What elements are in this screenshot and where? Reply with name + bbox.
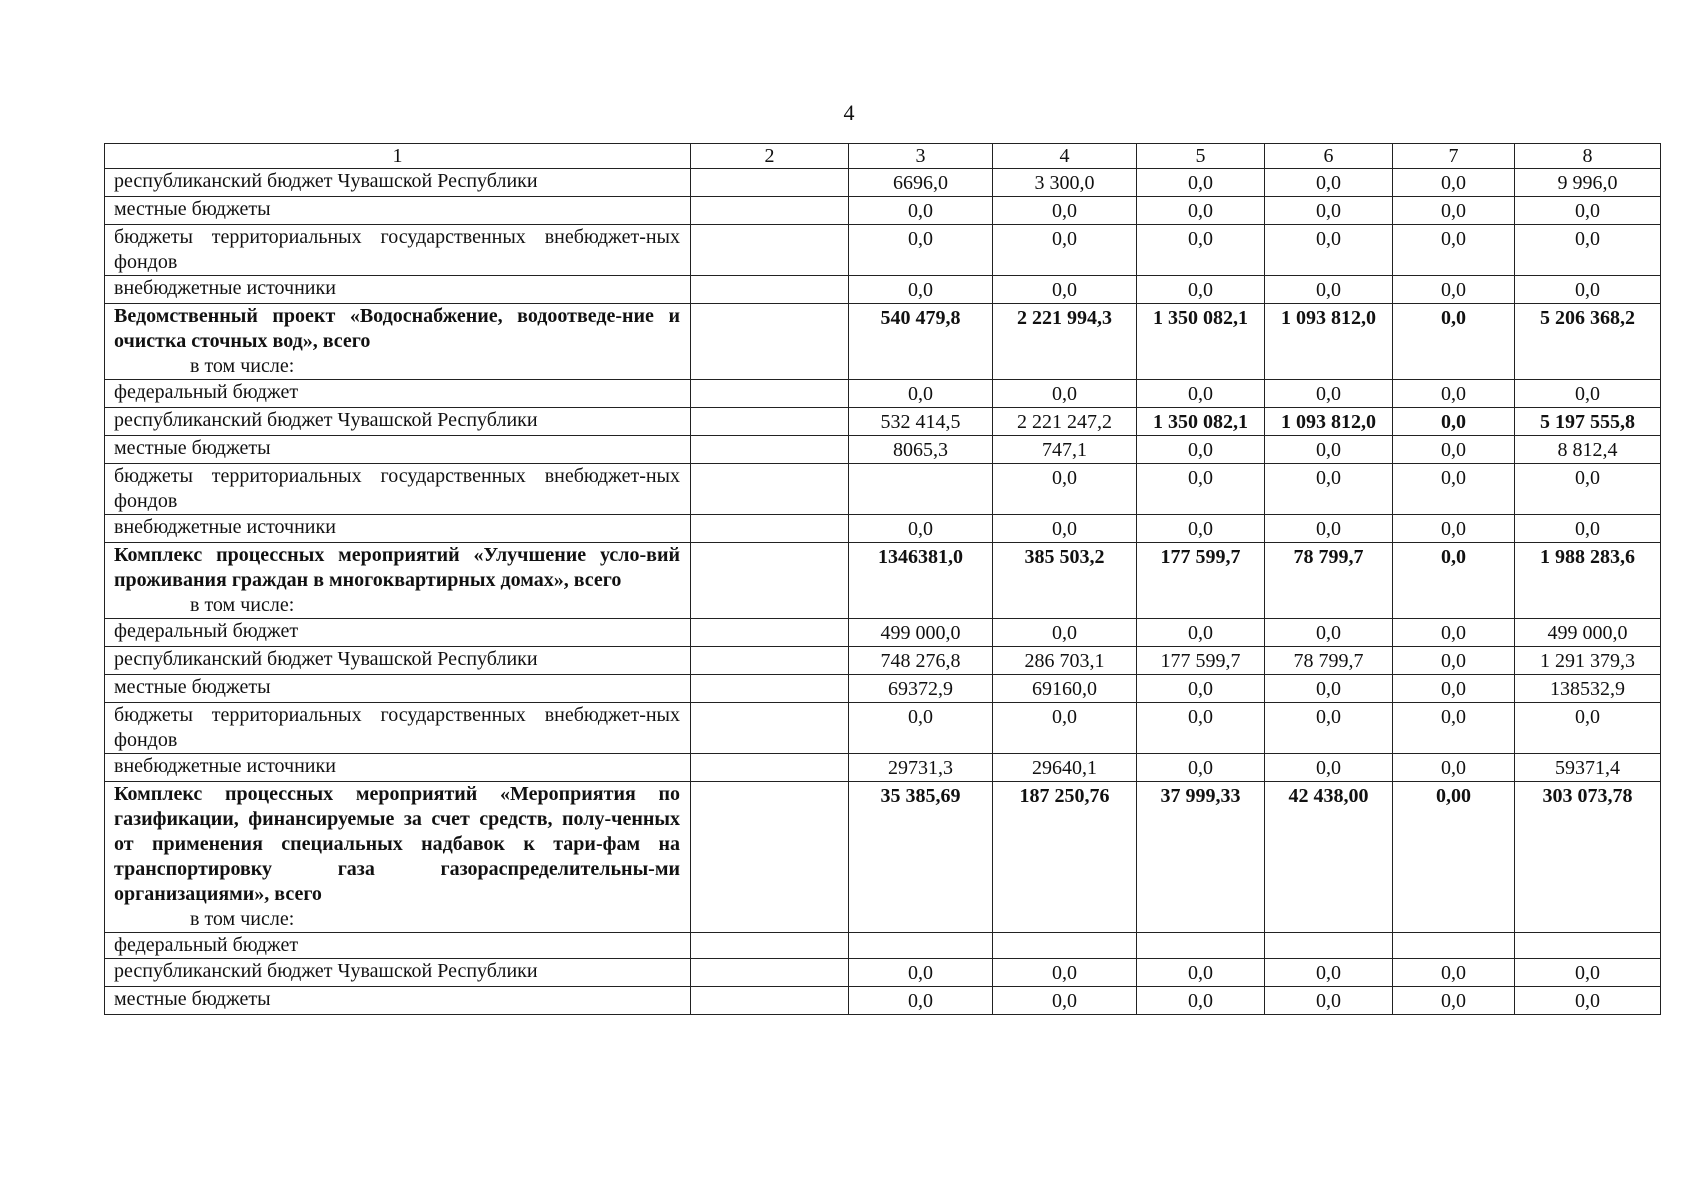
value-cell: 6696,0 bbox=[849, 169, 993, 197]
header-cell: 3 bbox=[849, 144, 993, 169]
column-2-cell bbox=[691, 436, 849, 464]
value-cell: 35 385,69 bbox=[849, 782, 993, 933]
row-name: местные бюджеты bbox=[114, 198, 271, 220]
table-row bbox=[105, 169, 1661, 197]
row-name-cell bbox=[105, 515, 691, 543]
table-row bbox=[105, 959, 1661, 987]
row-name-cell bbox=[105, 987, 691, 1015]
value-cell: 0,0 bbox=[1137, 959, 1265, 987]
table-row bbox=[105, 464, 1661, 515]
value-cell: 0,0 bbox=[849, 276, 993, 304]
table-row bbox=[105, 197, 1661, 225]
column-2-cell bbox=[691, 647, 849, 675]
section-total-row bbox=[105, 543, 1661, 619]
value-cell bbox=[849, 933, 993, 959]
value-cell: 187 250,76 bbox=[993, 782, 1137, 933]
value-cell: 0,0 bbox=[1265, 515, 1393, 543]
column-2-cell bbox=[691, 703, 849, 754]
header-cell: 7 bbox=[1393, 144, 1515, 169]
value-cell: 0,0 bbox=[1137, 703, 1265, 754]
value-cell: 0,0 bbox=[849, 380, 993, 408]
value-cell: 0,0 bbox=[1137, 754, 1265, 782]
value-cell: 0,0 bbox=[1137, 380, 1265, 408]
value-cell: 0,0 bbox=[1393, 515, 1515, 543]
column-2-cell bbox=[691, 959, 849, 987]
value-cell: 138532,9 bbox=[1515, 675, 1661, 703]
table-row bbox=[105, 754, 1661, 782]
value-cell: 0,0 bbox=[1265, 987, 1393, 1015]
header-cell: 4 bbox=[993, 144, 1137, 169]
column-2-cell bbox=[691, 782, 849, 933]
value-cell: 1 350 082,1 bbox=[1137, 408, 1265, 436]
row-name-cell bbox=[105, 436, 691, 464]
value-cell: 29731,3 bbox=[849, 754, 993, 782]
value-cell: 0,0 bbox=[993, 197, 1137, 225]
including-label: в том числе: bbox=[190, 355, 295, 377]
value-cell bbox=[1137, 933, 1265, 959]
header-cell: 6 bbox=[1265, 144, 1393, 169]
page-number: 4 bbox=[843, 100, 855, 125]
value-cell bbox=[1515, 933, 1661, 959]
value-cell: 8 812,4 bbox=[1515, 436, 1661, 464]
table-row bbox=[105, 436, 1661, 464]
column-2-cell bbox=[691, 276, 849, 304]
column-2-cell bbox=[691, 933, 849, 959]
row-name: внебюджетные источники bbox=[114, 755, 336, 777]
row-name-cell bbox=[105, 276, 691, 304]
row-name: бюджеты территориальных государственных внебюджет-ных фондов bbox=[114, 226, 680, 273]
value-cell: 0,0 bbox=[1393, 647, 1515, 675]
value-cell: 0,0 bbox=[1137, 197, 1265, 225]
column-2-cell bbox=[691, 225, 849, 276]
column-2-cell bbox=[691, 408, 849, 436]
row-name: Ведомственный проект «Водоснабжение, водоотведе-ние и очистка сточных вод», всего bbox=[114, 305, 680, 352]
column-2-cell bbox=[691, 619, 849, 647]
value-cell: 0,0 bbox=[993, 987, 1137, 1015]
row-name: федеральный бюджет bbox=[114, 381, 299, 403]
value-cell: 2 221 994,3 bbox=[993, 304, 1137, 380]
column-2-cell bbox=[691, 197, 849, 225]
row-name-cell bbox=[105, 782, 691, 933]
value-cell: 0,0 bbox=[993, 515, 1137, 543]
value-cell: 0,0 bbox=[1137, 276, 1265, 304]
value-cell: 0,0 bbox=[993, 276, 1137, 304]
value-cell: 0,0 bbox=[993, 464, 1137, 515]
value-cell: 0,0 bbox=[1393, 169, 1515, 197]
value-cell: 0,0 bbox=[1515, 380, 1661, 408]
value-cell: 78 799,7 bbox=[1265, 543, 1393, 619]
row-name: республиканский бюджет Чувашской Республики bbox=[114, 960, 538, 982]
value-cell: 0,0 bbox=[1137, 619, 1265, 647]
value-cell: 0,0 bbox=[1265, 754, 1393, 782]
value-cell: 29640,1 bbox=[993, 754, 1137, 782]
value-cell: 177 599,7 bbox=[1137, 647, 1265, 675]
value-cell: 0,0 bbox=[1265, 197, 1393, 225]
value-cell: 1 093 812,0 bbox=[1265, 408, 1393, 436]
value-cell: 0,0 bbox=[1265, 703, 1393, 754]
value-cell: 532 414,5 bbox=[849, 408, 993, 436]
value-cell: 0,0 bbox=[1265, 619, 1393, 647]
row-name-cell bbox=[105, 619, 691, 647]
value-cell: 9 996,0 bbox=[1515, 169, 1661, 197]
row-name: республиканский бюджет Чувашской Республики bbox=[114, 648, 538, 670]
value-cell: 69372,9 bbox=[849, 675, 993, 703]
including-label: в том числе: bbox=[190, 908, 295, 930]
value-cell: 1 093 812,0 bbox=[1265, 304, 1393, 380]
row-name-cell bbox=[105, 408, 691, 436]
row-name: Комплекс процессных мероприятий «Мероприятия по газификации, финансируемые за счет средств, полу-ченных от применения специальных надбавок к тари-фам на транспортировку газа газораспределительны-ми организациями», всего bbox=[114, 783, 680, 905]
value-cell: 1 291 379,3 bbox=[1515, 647, 1661, 675]
column-2-cell bbox=[691, 169, 849, 197]
value-cell: 0,0 bbox=[1393, 959, 1515, 987]
value-cell: 0,0 bbox=[993, 619, 1137, 647]
row-name: местные бюджеты bbox=[114, 437, 271, 459]
section-total-row bbox=[105, 782, 1661, 933]
table-row bbox=[105, 987, 1661, 1015]
value-cell: 37 999,33 bbox=[1137, 782, 1265, 933]
value-cell: 0,0 bbox=[1137, 515, 1265, 543]
value-cell: 0,0 bbox=[993, 380, 1137, 408]
row-name: местные бюджеты bbox=[114, 676, 271, 698]
value-cell: 286 703,1 bbox=[993, 647, 1137, 675]
table-row bbox=[105, 380, 1661, 408]
table-row bbox=[105, 408, 1661, 436]
row-name-cell bbox=[105, 304, 691, 380]
row-name: федеральный бюджет bbox=[114, 620, 299, 642]
table-row bbox=[105, 515, 1661, 543]
value-cell: 5 197 555,8 bbox=[1515, 408, 1661, 436]
value-cell: 0,0 bbox=[1137, 436, 1265, 464]
value-cell: 0,0 bbox=[1393, 225, 1515, 276]
value-cell: 78 799,7 bbox=[1265, 647, 1393, 675]
value-cell: 0,0 bbox=[1393, 304, 1515, 380]
value-cell: 0,0 bbox=[1393, 380, 1515, 408]
header-cell: 2 bbox=[691, 144, 849, 169]
value-cell: 0,0 bbox=[1393, 675, 1515, 703]
value-cell: 0,0 bbox=[1515, 276, 1661, 304]
value-cell bbox=[849, 464, 993, 515]
value-cell: 0,0 bbox=[1265, 225, 1393, 276]
value-cell: 0,0 bbox=[1393, 619, 1515, 647]
value-cell: 0,0 bbox=[1393, 408, 1515, 436]
row-name-cell bbox=[105, 675, 691, 703]
value-cell bbox=[993, 933, 1137, 959]
value-cell: 499 000,0 bbox=[1515, 619, 1661, 647]
row-name-cell bbox=[105, 464, 691, 515]
value-cell bbox=[1265, 933, 1393, 959]
value-cell: 0,0 bbox=[849, 959, 993, 987]
row-name: республиканский бюджет Чувашской Республики bbox=[114, 170, 538, 192]
value-cell: 0,0 bbox=[993, 703, 1137, 754]
header-cell: 5 bbox=[1137, 144, 1265, 169]
value-cell: 385 503,2 bbox=[993, 543, 1137, 619]
header-cell: 1 bbox=[105, 144, 691, 169]
value-cell: 0,0 bbox=[849, 987, 993, 1015]
row-name-cell bbox=[105, 959, 691, 987]
budget-table bbox=[104, 143, 1661, 1015]
value-cell: 748 276,8 bbox=[849, 647, 993, 675]
value-cell: 0,0 bbox=[1393, 197, 1515, 225]
value-cell: 0,0 bbox=[1515, 197, 1661, 225]
value-cell: 0,0 bbox=[1393, 703, 1515, 754]
value-cell: 5 206 368,2 bbox=[1515, 304, 1661, 380]
value-cell: 0,0 bbox=[1393, 543, 1515, 619]
section-total-row bbox=[105, 304, 1661, 380]
row-name-cell bbox=[105, 703, 691, 754]
row-name: Комплекс процессных мероприятий «Улучшение усло-вий проживания граждан в многоквартирных домах», всего bbox=[114, 544, 680, 591]
value-cell: 0,0 bbox=[993, 225, 1137, 276]
table-row bbox=[105, 647, 1661, 675]
value-cell: 0,0 bbox=[849, 197, 993, 225]
value-cell: 0,0 bbox=[1515, 703, 1661, 754]
table-row bbox=[105, 225, 1661, 276]
table-row bbox=[105, 703, 1661, 754]
table-row bbox=[105, 276, 1661, 304]
row-name-cell bbox=[105, 197, 691, 225]
value-cell: 0,00 bbox=[1393, 782, 1515, 933]
value-cell: 42 438,00 bbox=[1265, 782, 1393, 933]
row-name-cell bbox=[105, 754, 691, 782]
column-2-cell bbox=[691, 543, 849, 619]
value-cell: 0,0 bbox=[1393, 276, 1515, 304]
table-row bbox=[105, 675, 1661, 703]
value-cell: 0,0 bbox=[1265, 959, 1393, 987]
row-name: внебюджетные источники bbox=[114, 516, 336, 538]
value-cell: 0,0 bbox=[1265, 464, 1393, 515]
value-cell: 0,0 bbox=[1265, 675, 1393, 703]
value-cell: 747,1 bbox=[993, 436, 1137, 464]
value-cell: 2 221 247,2 bbox=[993, 408, 1137, 436]
row-name-cell bbox=[105, 225, 691, 276]
column-2-cell bbox=[691, 380, 849, 408]
column-2-cell bbox=[691, 515, 849, 543]
column-2-cell bbox=[691, 987, 849, 1015]
row-name: местные бюджеты bbox=[114, 988, 271, 1010]
row-name-cell bbox=[105, 933, 691, 959]
value-cell: 0,0 bbox=[1137, 225, 1265, 276]
value-cell: 0,0 bbox=[849, 703, 993, 754]
column-2-cell bbox=[691, 754, 849, 782]
value-cell: 0,0 bbox=[849, 515, 993, 543]
value-cell: 0,0 bbox=[1265, 380, 1393, 408]
value-cell: 0,0 bbox=[1393, 464, 1515, 515]
including-label: в том числе: bbox=[190, 594, 295, 616]
value-cell: 0,0 bbox=[1515, 987, 1661, 1015]
value-cell: 499 000,0 bbox=[849, 619, 993, 647]
table-header-row bbox=[105, 144, 1661, 169]
value-cell: 1346381,0 bbox=[849, 543, 993, 619]
value-cell: 59371,4 bbox=[1515, 754, 1661, 782]
row-name-cell bbox=[105, 169, 691, 197]
value-cell: 303 073,78 bbox=[1515, 782, 1661, 933]
value-cell: 0,0 bbox=[1137, 464, 1265, 515]
value-cell: 0,0 bbox=[849, 225, 993, 276]
value-cell: 0,0 bbox=[1393, 987, 1515, 1015]
value-cell: 0,0 bbox=[1515, 515, 1661, 543]
value-cell: 3 300,0 bbox=[993, 169, 1137, 197]
value-cell: 8065,3 bbox=[849, 436, 993, 464]
value-cell: 540 479,8 bbox=[849, 304, 993, 380]
row-name: федеральный бюджет bbox=[114, 934, 299, 956]
row-name-cell bbox=[105, 380, 691, 408]
value-cell: 0,0 bbox=[1137, 675, 1265, 703]
row-name: бюджеты территориальных государственных внебюджет-ных фондов bbox=[114, 704, 680, 751]
row-name-cell bbox=[105, 543, 691, 619]
value-cell: 0,0 bbox=[1137, 169, 1265, 197]
table-row bbox=[105, 933, 1661, 959]
header-cell: 8 bbox=[1515, 144, 1661, 169]
value-cell bbox=[1393, 933, 1515, 959]
row-name: внебюджетные источники bbox=[114, 277, 336, 299]
row-name-cell bbox=[105, 647, 691, 675]
value-cell: 1 350 082,1 bbox=[1137, 304, 1265, 380]
row-name: бюджеты территориальных государственных внебюджет-ных фондов bbox=[114, 465, 680, 512]
value-cell: 0,0 bbox=[1515, 959, 1661, 987]
column-2-cell bbox=[691, 304, 849, 380]
value-cell: 0,0 bbox=[1393, 436, 1515, 464]
value-cell: 0,0 bbox=[1515, 464, 1661, 515]
value-cell: 0,0 bbox=[1265, 276, 1393, 304]
value-cell: 0,0 bbox=[1393, 754, 1515, 782]
value-cell: 0,0 bbox=[1137, 987, 1265, 1015]
value-cell: 0,0 bbox=[1265, 436, 1393, 464]
table-row bbox=[105, 619, 1661, 647]
value-cell: 0,0 bbox=[1515, 225, 1661, 276]
column-2-cell bbox=[691, 675, 849, 703]
value-cell: 69160,0 bbox=[993, 675, 1137, 703]
value-cell: 177 599,7 bbox=[1137, 543, 1265, 619]
value-cell: 0,0 bbox=[1265, 169, 1393, 197]
row-name: республиканский бюджет Чувашской Республики bbox=[114, 409, 538, 431]
column-2-cell bbox=[691, 464, 849, 515]
value-cell: 1 988 283,6 bbox=[1515, 543, 1661, 619]
value-cell: 0,0 bbox=[993, 959, 1137, 987]
